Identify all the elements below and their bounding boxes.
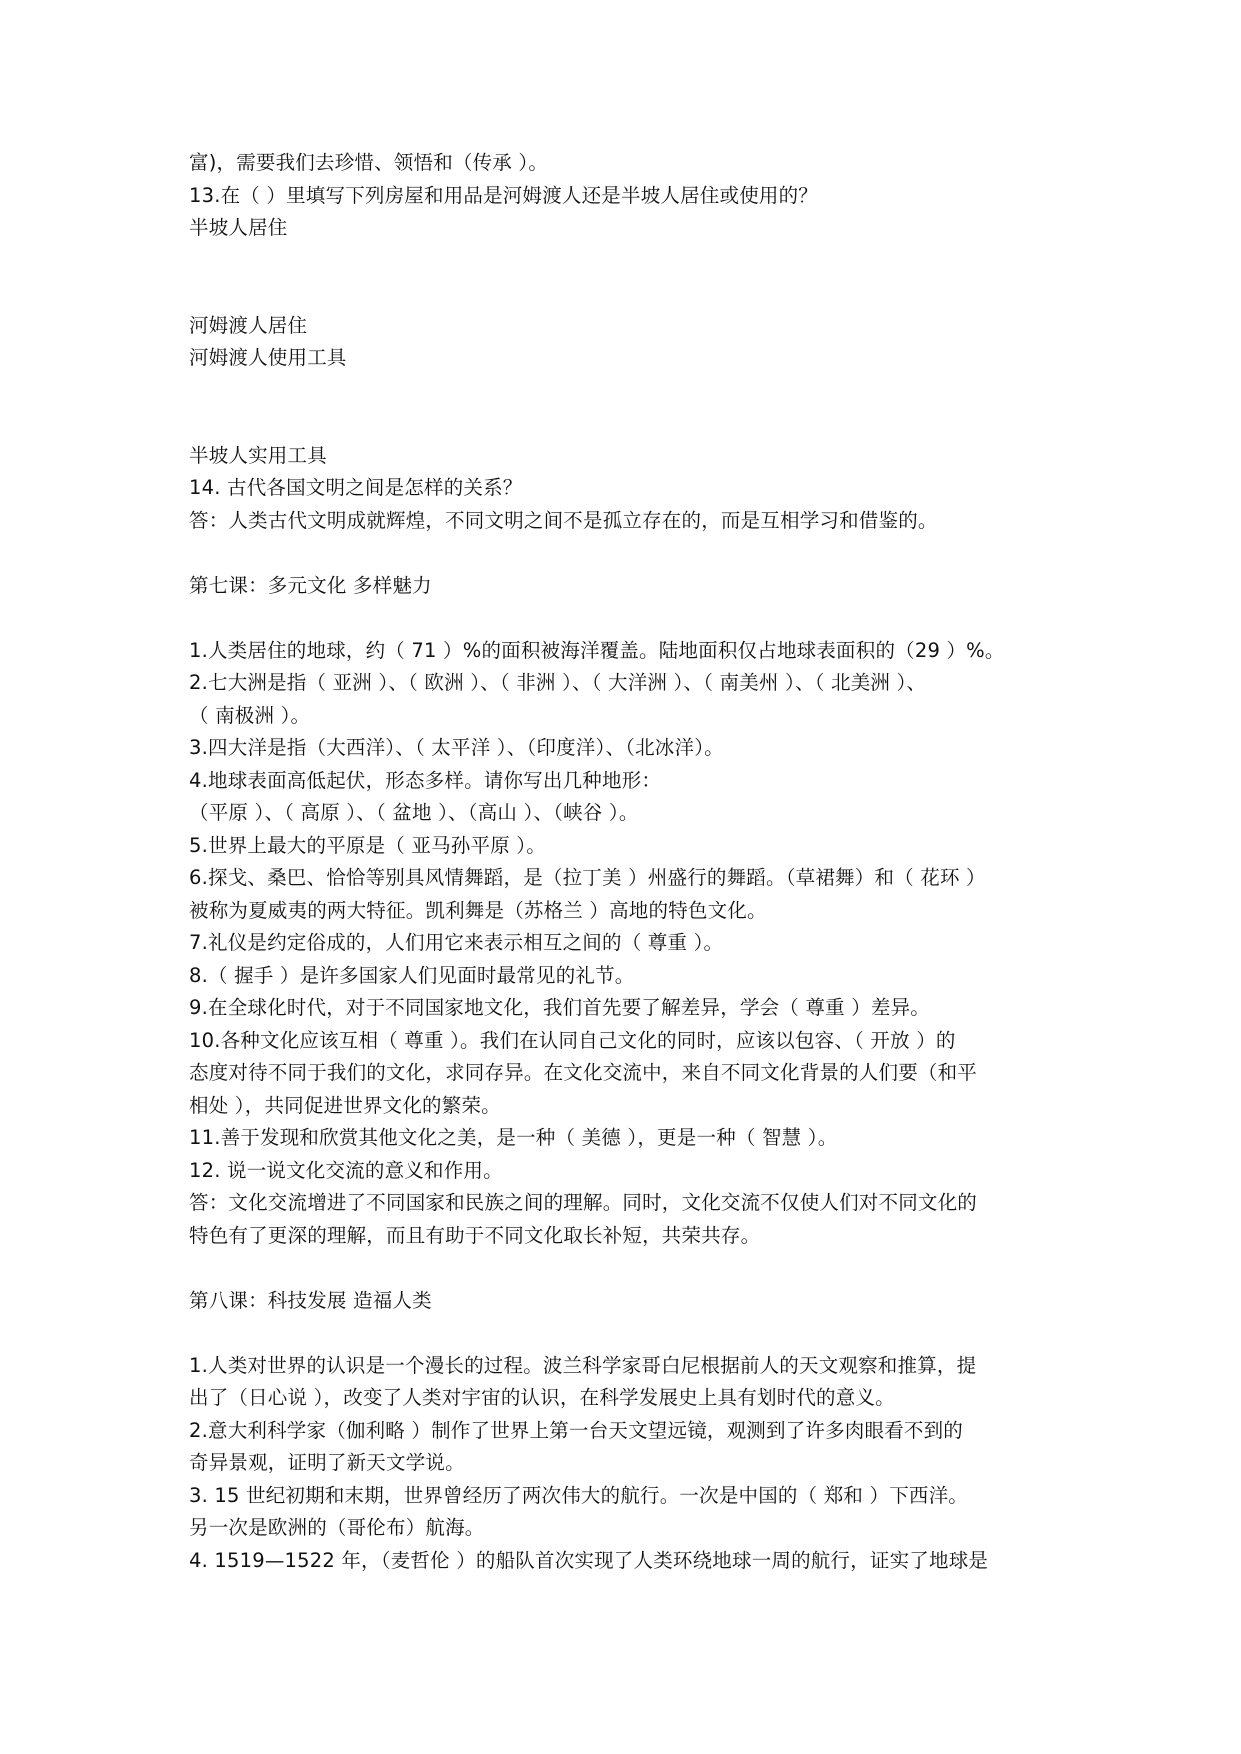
lesson-7-item-1: 1.人类居住的地球，约（ 71 ）%的面积被海洋覆盖。陆地面积仅占地球表面积的（29 ）%。: [189, 638, 1005, 662]
question-13: 13.在（ ）里填写下列房屋和用品是河姆渡人还是半坡人居住或使用的？: [189, 183, 819, 207]
section-gap: [189, 1252, 1079, 1285]
lesson-8-item-3-cont: 另一次是欧洲的（哥伦布）航海。: [189, 1516, 485, 1539]
section-gap: [189, 1317, 1079, 1350]
lesson-7-item-6-cont: 被称为夏威夷的两大特征。凯利舞是（苏格兰 ）高地的特色文化。: [189, 898, 767, 922]
lesson-7-item-5: 5.世界上最大的平原是（ 亚马孙平原 ）。: [189, 833, 546, 857]
lesson-7-item-12: 12. 说一说文化交流的意义和作用。: [189, 1158, 503, 1182]
lesson-7-answer-12: 答：文化交流增进了不同国家和民族之间的理解。同时，文化交流不仅使人们对不同文化的: [189, 1191, 978, 1214]
lesson-8-item-2-cont: 奇异景观，证明了新天文学说。: [189, 1451, 465, 1474]
answer-label-hemudu-dwelling: 河姆渡人居住: [189, 313, 308, 337]
text-line: 富)，需要我们去珍惜、领悟和（传承 ）。: [189, 151, 549, 174]
image-placeholder-gap: [189, 375, 1079, 440]
lesson-7-item-10: 10.各种文化应该互相（ 尊重 ）。我们在认同自己文化的同时，应该以包容、（ 开放 ）的: [189, 1028, 956, 1052]
lesson-7-item-11: 11.善于发现和欣赏其他文化之美，是一种（ 美德 ），更是一种（ 智慧 ）。: [189, 1126, 838, 1149]
image-placeholder-gap: [189, 245, 1079, 310]
lesson-7-answer-12-cont: 特色有了更深的理解，而且有助于不同文化取长补短，共荣共存。: [189, 1223, 761, 1247]
answer-14: 答：人类古代文明成就辉煌，不同文明之间不是孤立存在的，而是互相学习和借鉴的。: [189, 508, 938, 532]
lesson-7-item-7: 7.礼仪是约定俗成的，人们用它来表示相互之间的（ 尊重 ）。: [189, 931, 724, 954]
lesson-8-item-3: 3. 15 世纪初期和末期，世界曾经历了两次伟大的航行。一次是中国的（ 郑和 ）下西洋。: [189, 1483, 969, 1507]
lesson-7-item-8: 8.（ 握手 ）是许多国家人们见面时最常见的礼节。: [189, 963, 635, 987]
answer-label-hemudu-tools: 河姆渡人使用工具: [189, 346, 347, 369]
lesson-7-heading: 第七课：多元文化 多样魅力: [189, 573, 432, 597]
lesson-7-item-10-cont: 相处 ），共同促进世界文化的繁荣。: [189, 1093, 501, 1117]
lesson-7-item-2-cont: （ 南极洲 ）。: [189, 703, 311, 727]
lesson-8-item-4: 4. 1519—1522 年，（麦哲伦 ）的船队首次实现了人类环绕地球一周的航行，证实了地球是: [189, 1548, 989, 1572]
question-14: 14. 古代各国文明之间是怎样的关系？: [189, 476, 523, 499]
lesson-7-item-4: 4.地球表面高低起伏，形态多样。请你写出几种地形：: [189, 768, 662, 792]
answer-label-banpo-tools: 半坡人实用工具: [189, 443, 327, 467]
section-gap: [189, 537, 1079, 570]
section-gap: [189, 602, 1079, 635]
answer-label-banpo-dwelling: 半坡人居住: [189, 216, 288, 239]
lesson-8-heading: 第八课：科技发展 造福人类: [189, 1288, 432, 1312]
lesson-8-item-2: 2.意大利科学家（伽利略 ）制作了世界上第一台天文望远镜，观测到了许多肉眼看不到的: [189, 1418, 964, 1442]
lesson-7-item-10-cont: 态度对待不同于我们的文化，求同存异。在文化交流中，来自不同文化背景的人们要（和平: [189, 1061, 978, 1084]
lesson-7-item-2: 2.七大洲是指（ 亚洲 ）、（ 欧洲 ）、（ 非洲 ）、（ 大洋洲 ）、（ 南美州 ）、（ 北美洲 ）、: [189, 671, 927, 694]
lesson-7-item-6: 6.探戈、桑巴、恰恰等别具风情舞蹈，是（拉丁美 ）州盛行的舞蹈。（草裙舞）和（ 花环 ）: [189, 866, 986, 889]
lesson-7-item-4-cont: （平原 ）、（ 高原 ）、（ 盆地 ）、（高山 ）、（峡谷 ）。: [189, 801, 639, 824]
document-body: [189, 147, 1079, 1577]
lesson-7-item-9: 9.在全球化时代，对于不同国家地文化，我们首先要了解差异，学会（ 尊重 ）差异。: [189, 996, 931, 1019]
lesson-7-item-3: 3.四大洋是指（大西洋）、（ 太平洋 ）、（印度洋）、（北冰洋）。: [189, 736, 724, 759]
lesson-8-item-1: 1.人类对世界的认识是一个漫长的过程。波兰科学家哥白尼根据前人的天文观察和推算，提: [189, 1353, 977, 1377]
lesson-8-item-1-cont: 出了（日心说 ），改变了人类对宇宙的认识，在科学发展史上具有划时代的意义。: [189, 1386, 895, 1409]
